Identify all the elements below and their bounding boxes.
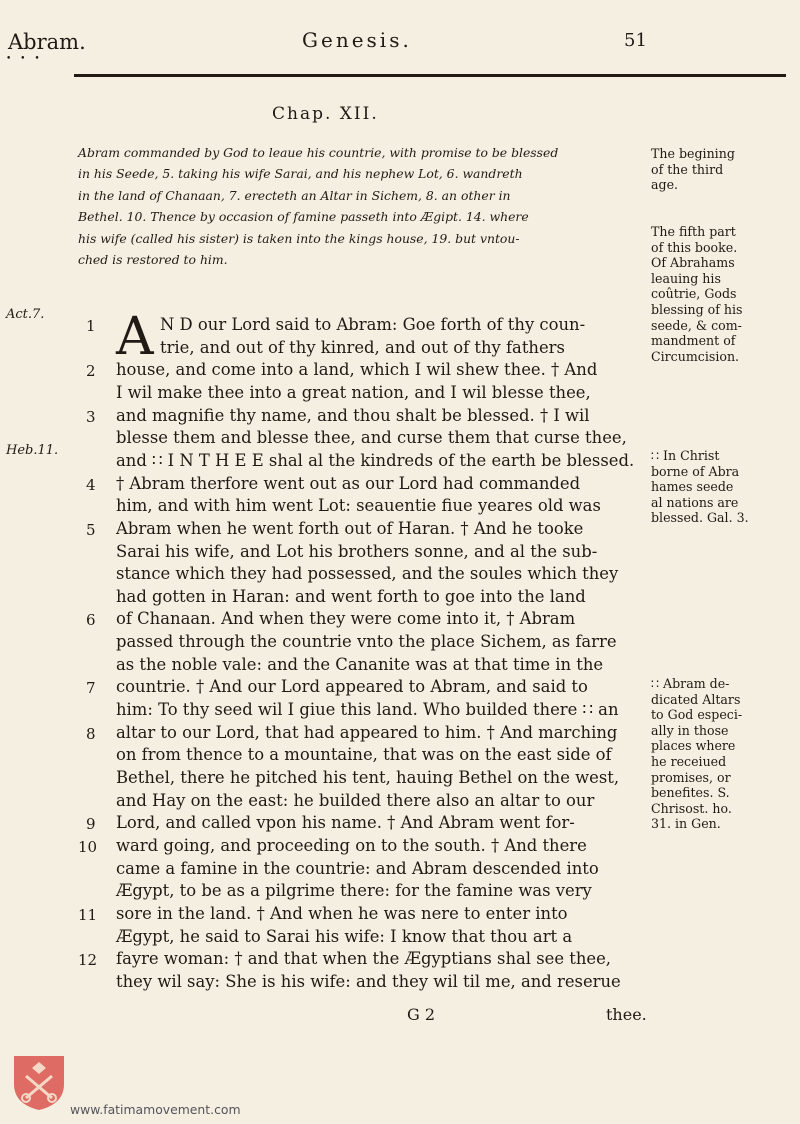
text-line: Ægypt, he said to Sarai his wife: I know that thou art a (116, 926, 573, 946)
text-line: sore in the land. † And when he was nere to enter into (116, 903, 568, 923)
text-line: and Hay on the east: he builded there also an altar to our (116, 790, 595, 810)
text-line: had gotten in Haran: and went forth to goe into the land (116, 586, 586, 606)
marginal-note-line: mandment of (651, 333, 736, 349)
text-line: stance which they had possessed, and the soules which they (116, 564, 619, 584)
marginal-note-line: dicated Altars (651, 691, 741, 707)
marginal-note-line: benefites. S. (651, 785, 730, 801)
verse-number: 10 (78, 837, 98, 856)
text-line: and magnifie thy name, and thou shalt be blessed. † I wil (116, 405, 590, 425)
marginal-note-line: promises, or (651, 769, 731, 785)
keys-shield-icon (12, 1054, 66, 1112)
cross-reference: Heb.11. (6, 442, 59, 458)
marginal-note-line: al nations are (651, 494, 739, 510)
text-line: and ∷ I N T H E E shal al the kindreds of the earth be blessed. (116, 450, 635, 470)
marginal-note-line: 31. in Gen. (651, 816, 721, 832)
summary-line: ched is restored to him. (78, 252, 228, 267)
signature-mark: G 2 (407, 1005, 436, 1024)
text-line: fayre woman: † and that when the Ægyptians shal see thee, (116, 949, 611, 969)
drop-cap: A (116, 307, 154, 367)
marginal-note-line: The fifth part (651, 224, 736, 239)
text-line: altar to our Lord, that had appeared to him. † And marching (116, 722, 618, 742)
running-head-center: Genesis. (302, 28, 412, 52)
text-line: blesse them and blesse thee, and curse them that curse thee, (116, 428, 627, 448)
marginal-note-line: places where (651, 738, 736, 754)
marginal-note-line: of the third (651, 161, 724, 177)
text-line: of Chanaan. And when they were come into it, † Abram (116, 609, 576, 629)
text-line: † Abram therfore went out as our Lord had commanded (116, 473, 581, 493)
text-line: him, and with him went Lot: seauentie fiue yeares old was (116, 496, 601, 516)
marginal-note-line: hames seede (651, 479, 734, 495)
text-line: I wil make thee into a great nation, and I wil blesse thee, (116, 382, 591, 402)
text-line: ward going, and proceeding on to the south. † And there (116, 835, 587, 855)
text-line: Sarai his wife, and Lot his brothers sonne, and al the sub- (116, 541, 598, 561)
text-line: Ægypt, to be as a pilgrime there: for the famine was very (116, 881, 592, 901)
marginal-note-line: Chrisost. ho. (651, 800, 732, 816)
chapter-title: Chap. XII. (272, 104, 379, 124)
marginal-note-line: The begining (651, 146, 735, 161)
verse-number: 11 (78, 905, 98, 924)
text-line: Bethel, there he pitched his tent, hauing Bethel on the west, (116, 768, 620, 787)
papal-seal-logo (12, 1054, 66, 1112)
running-head-left: Abram. (8, 30, 86, 54)
summary-line: Abram commanded by God to leaue his countrie, with promise to be blessed (78, 145, 559, 160)
verse-number: 4 (86, 475, 96, 494)
watermark-url[interactable]: www.fatimamovement.com (70, 1102, 241, 1117)
summary-line: in his Seede, 5. taking his wife Sarai, and his nephew Lot, 6. wandreth (78, 166, 523, 181)
verse-number: 1 (86, 317, 96, 335)
verse-number: 12 (78, 951, 98, 970)
marginal-note-line: to God especi- (651, 707, 743, 723)
text-line: trie, and out of thy kinred, and out of thy fathers (160, 337, 565, 357)
verse-number: 5 (86, 520, 96, 539)
marginal-note-line: he receiued (651, 754, 727, 769)
text-line: house, and come into a land, which I wil shew thee. † And (116, 360, 598, 380)
text-line: passed through the countrie vnto the place Sichem, as farre (116, 632, 617, 652)
header-rule (74, 74, 786, 77)
text-line: came a famine in the countrie: and Abram descended into (116, 858, 599, 878)
summary-line: his wife (called his sister) is taken into the kings house, 19. but vntou- (78, 231, 520, 246)
marginal-note-line: of this booke. (651, 239, 738, 255)
cross-reference: Act.7. (6, 307, 45, 322)
text-line: him: To thy seed wil I giue this land. Who builded there ∷ an (116, 700, 619, 720)
page-number: 51 (624, 30, 647, 51)
verse-number: 7 (86, 679, 96, 698)
marginal-note-line: coûtrie, Gods (651, 286, 737, 302)
ornament: • • • (6, 54, 43, 64)
verse-number: 3 (86, 407, 96, 426)
summary-line: in the land of Chanaan, 7. erecteth an Altar in Sichem, 8. an other in (78, 188, 511, 203)
marginal-note-line: borne of Abra (651, 463, 740, 479)
text-line: countrie. † And our Lord appeared to Abram, and said to (116, 677, 588, 697)
verse-number: 9 (86, 815, 96, 834)
text-line: on from thence to a mountaine, that was on the east side of (116, 745, 612, 765)
marginal-note-line: ∷ Abram de- (651, 676, 730, 691)
marginal-note-line: Of Abrahams (651, 255, 735, 271)
marginal-note-line: seede, & com- (651, 317, 742, 333)
text-line: Abram when he went forth out of Haran. † And he tooke (116, 518, 584, 538)
verse-number: 6 (86, 611, 96, 630)
verse-number: 8 (86, 724, 96, 743)
catchword: thee. (606, 1005, 647, 1024)
marginal-note-line: ∷ In Christ (651, 448, 720, 463)
marginal-note-line: blessing of his (651, 302, 743, 317)
text-line: N D our Lord said to Abram: Goe forth of thy coun- (160, 315, 586, 334)
verse-number: 2 (86, 362, 96, 381)
marginal-note-line: age. (651, 177, 679, 193)
marginal-note-line: leauing his (651, 270, 721, 286)
marginal-note-line: Circumcision. (651, 348, 740, 364)
text-line: Lord, and called vpon his name. † And Abram went for- (116, 813, 575, 833)
text-line: as the noble vale: and the Cananite was at that time in the (116, 654, 604, 674)
text-line: they wil say: She is his wife: and they wil til me, and reserue (116, 971, 621, 991)
marginal-note-line: blessed. Gal. 3. (651, 510, 749, 526)
summary-line: Bethel. 10. Thence by occasion of famine passeth into Ægipt. 14. where (78, 209, 529, 224)
marginal-note-line: ally in those (651, 722, 729, 738)
